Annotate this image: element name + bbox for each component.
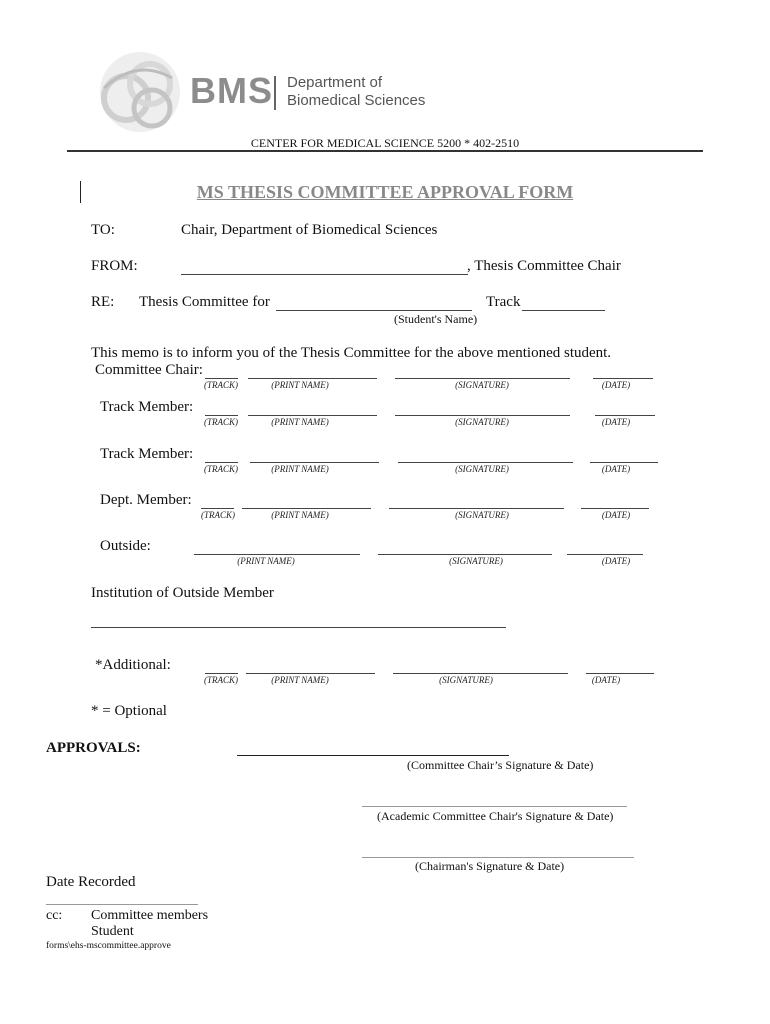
bms-logo xyxy=(92,48,432,138)
from-suffix: , Thesis Committee Chair xyxy=(467,258,621,274)
track-label: Track xyxy=(486,294,521,310)
re-label: RE: xyxy=(91,294,115,310)
academic-chair-signature-field[interactable] xyxy=(362,806,627,807)
caption-track: (TRACK) xyxy=(203,464,238,474)
chairman-signature-field[interactable] xyxy=(362,857,634,858)
caption-signature: (SIGNATURE) xyxy=(449,556,503,566)
additional-label: *Additional: xyxy=(95,657,171,673)
track-member-2-label: Track Member: xyxy=(100,446,194,462)
caption-signature: (SIGNATURE) xyxy=(455,417,509,427)
approvals-heading: APPROVALS: xyxy=(46,740,141,756)
caption-print-name: (PRINT NAME) xyxy=(271,417,329,427)
caption-print-name: (PRINT NAME) xyxy=(271,464,329,474)
tm2-name-field[interactable] xyxy=(250,462,379,463)
logo-brand: BMS xyxy=(190,70,273,111)
logo-dept-line2: Biomedical Sciences xyxy=(287,92,426,109)
dept-signature-field[interactable] xyxy=(389,508,564,509)
cc-committee-members: Committee members xyxy=(91,908,209,923)
committee-chair-signature-field[interactable] xyxy=(237,755,509,756)
form-code: forms\ehs-mscommittee.approve xyxy=(46,941,171,951)
date-recorded-label: Date Recorded xyxy=(46,874,136,890)
dept-track-field[interactable] xyxy=(201,508,234,509)
outside-signature-field[interactable] xyxy=(378,554,552,555)
dept-member-label: Dept. Member: xyxy=(100,492,192,508)
caption-signature: (SIGNATURE) xyxy=(455,510,509,520)
caption-date: (DATE) xyxy=(601,464,631,474)
caption-print-name: (PRINT NAME) xyxy=(271,380,329,390)
caption-signature: (SIGNATURE) xyxy=(439,675,493,685)
caption-track: (TRACK) xyxy=(203,675,238,685)
caption-date: (DATE) xyxy=(601,417,631,427)
caption-print-name: (PRINT NAME) xyxy=(271,675,329,685)
cc-label: cc: xyxy=(46,908,63,923)
student-name-field[interactable] xyxy=(276,310,472,311)
committee-chair-signature-caption: (Committee Chair’s Signature & Date) xyxy=(407,758,594,772)
header-rule xyxy=(67,150,703,152)
logo-dept-line1: Department of xyxy=(287,74,383,91)
track-member-1-label: Track Member: xyxy=(100,399,194,415)
chairman-signature-caption: (Chairman's Signature & Date) xyxy=(415,859,565,873)
institution-field[interactable] xyxy=(91,627,506,628)
from-chair-name-field[interactable] xyxy=(181,274,468,275)
track-field[interactable] xyxy=(522,310,605,311)
bms-logo-mark-icon xyxy=(92,48,182,138)
outside-date-field[interactable] xyxy=(567,554,643,555)
student-name-caption: (Student's Name) xyxy=(394,312,478,326)
committee-chair-label: Committee Chair: xyxy=(95,362,203,378)
caption-date: (DATE) xyxy=(601,380,631,390)
memo-text: This memo is to inform you of the Thesis Committee for the above mentioned student. xyxy=(91,345,612,361)
caption-date: (DATE) xyxy=(601,556,631,566)
additional-name-field[interactable] xyxy=(246,673,375,674)
caption-signature: (SIGNATURE) xyxy=(455,464,509,474)
form-title: MS THESIS COMMITTEE APPROVAL FORM xyxy=(196,182,574,202)
tm1-track-field[interactable] xyxy=(205,415,238,416)
chair-date-field[interactable] xyxy=(593,378,653,379)
tm2-signature-field[interactable] xyxy=(398,462,573,463)
logo-divider xyxy=(274,76,276,110)
additional-signature-field[interactable] xyxy=(393,673,568,674)
to-label: TO: xyxy=(91,222,115,238)
outside-name-field[interactable] xyxy=(194,554,360,555)
caption-date: (DATE) xyxy=(591,675,621,685)
cc-student: Student xyxy=(91,924,134,939)
tm1-name-field[interactable] xyxy=(248,415,377,416)
additional-track-field[interactable] xyxy=(205,673,238,674)
academic-chair-signature-caption: (Academic Committee Chair's Signature & Date) xyxy=(377,809,614,823)
outside-label: Outside: xyxy=(100,538,151,554)
dept-name-field[interactable] xyxy=(242,508,371,509)
caption-print-name: (PRINT NAME) xyxy=(237,556,295,566)
re-text: Thesis Committee for xyxy=(139,294,270,310)
caption-print-name: (PRINT NAME) xyxy=(271,510,329,520)
chair-name-field[interactable] xyxy=(248,378,377,379)
optional-note: * = Optional xyxy=(91,703,167,719)
date-recorded-field[interactable] xyxy=(46,904,198,905)
header-address: CENTER FOR MEDICAL SCIENCE 5200 * 402-2510 xyxy=(250,136,520,150)
caption-track: (TRACK) xyxy=(200,510,235,520)
to-value: Chair, Department of Biomedical Sciences xyxy=(181,222,438,238)
chair-signature-field[interactable] xyxy=(395,378,570,379)
tm1-signature-field[interactable] xyxy=(395,415,570,416)
tm1-date-field[interactable] xyxy=(595,415,655,416)
dept-date-field[interactable] xyxy=(581,508,649,509)
tm2-track-field[interactable] xyxy=(205,462,238,463)
additional-date-field[interactable] xyxy=(586,673,654,674)
institution-label: Institution of Outside Member xyxy=(91,585,274,601)
caption-date: (DATE) xyxy=(601,510,631,520)
caption-track: (TRACK) xyxy=(203,380,238,390)
caption-signature: (SIGNATURE) xyxy=(455,380,509,390)
tm2-date-field[interactable] xyxy=(590,462,658,463)
chair-track-field[interactable] xyxy=(205,378,238,379)
caption-track: (TRACK) xyxy=(203,417,238,427)
from-label: FROM: xyxy=(91,258,138,274)
